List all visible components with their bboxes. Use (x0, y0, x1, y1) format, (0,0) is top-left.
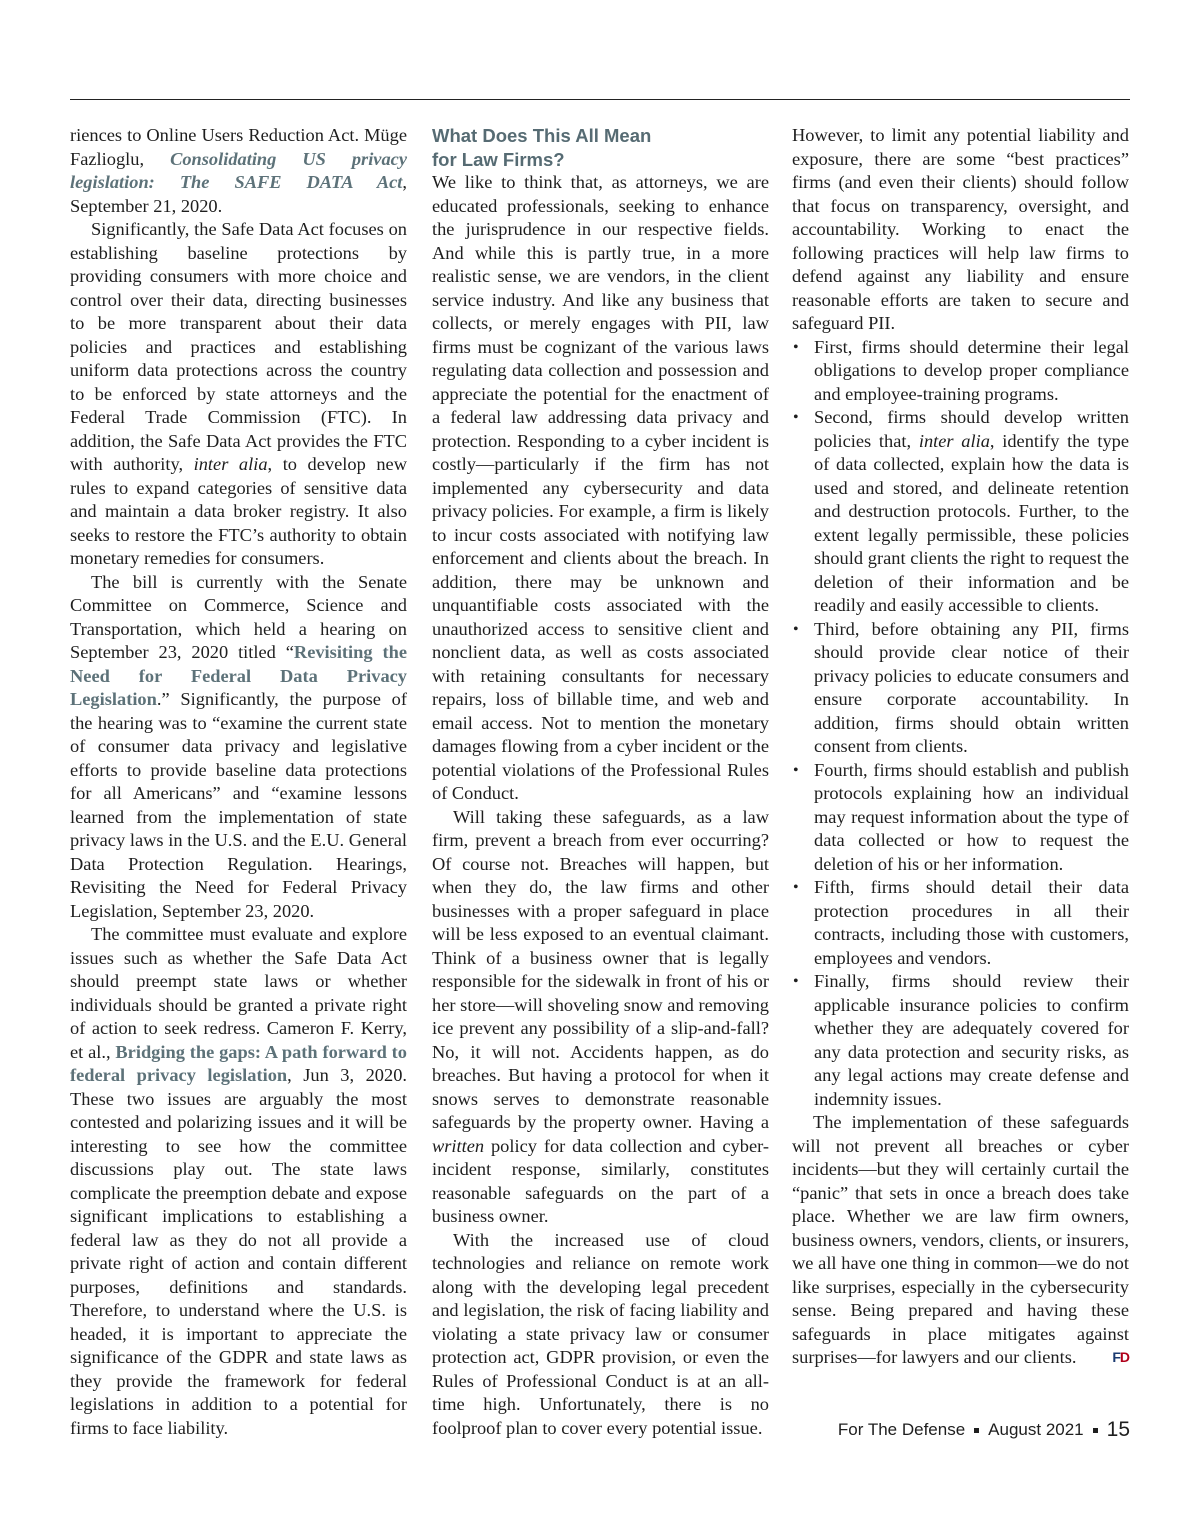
paragraph: We like to think that, as attorneys, we are educated professionals, seeking to enhance the jurisprudence in our respective fields. And while this is partly true, in a more realistic sense, we are vendors, in the client service industry. And like any business that collects, or merely engages with PII, law firms must be cognizant of the various laws regulating data collection and possession and appreciate the potential for the enactment of a federal law addressing data privacy and protection. Responding to a cyber incident is costly—particularly if the firm has not implemented any cybersecurity and data privacy policies. For example, a firm is likely to incur costs associated with notifying law enforcement and clients about the breach. In addition, there may be unknown and unquantifiable costs associated with the unauthorized access to sensitive client and nonclient data, as well as costs associated with retaining consultants for necessary repairs, loss of billable time, and web and email access. Not to mention the monetary damages flowing from a cyber incident or the potential violations of the Professional Rules of Conduct. (432, 172, 769, 803)
column-1 (70, 124, 407, 1440)
best-practices-list (792, 336, 1129, 1112)
list-item: • Finally, firms should review their applicable insurance policies to confirm whether they are adequately covered for any data protection and security risks, as any legal actions may create defense and indemnity issues. (792, 970, 1129, 1111)
section-heading: What Does This All Mean for Law Firms? (432, 125, 652, 170)
paragraph: The bill is currently with the Senate Committee on Commerce, Science and Transportation, which held a hearing on September 23, 2020 titled “Revisiting the Need for Federal Data Privacy Legislation.” Significantly, the purpose of the hearing was to “examine the current state of consumer data privacy and legislative efforts to provide baseline data protections for all Americans” and “examine lessons learned from the implementation of state privacy laws in the U.S. and the E.U. General Data Protection Regulation. Hearings, Revisiting the Need for Federal Privacy Legislation, September 23, 2020. (70, 571, 407, 921)
paragraph: Will taking these safeguards, as a law firm, prevent a breach from ever occurring? Of course not. Breaches will happen, but when they do, the law firms and other businesses with a proper safeguard in place will be less exposed to an eventual claimant. Think of a business owner that is legally responsible for the sidewalk in front of his or her store—will shoveling snow and removing ice prevent any possibility of a slip-and-fall? No, it will not. Accidents happen, as do breaches. But having a protocol for when it snows serves to demonstrate reasonable safeguards by the property owner. Having a written policy for data collection and cyber-incident response, similarly, constitutes reasonable safeguards on the part of a business owner. (432, 806, 769, 1226)
separator-square (1093, 1428, 1098, 1433)
paragraph: The committee must evaluate and explore issues such as whether the Safe Data Act should preempt state laws or whether individuals should be granted a private right of action to seek redress. Cameron F. Kerry, et al., Bridging the gaps: A path forward to federal privacy legislation, Jun 3, 2020. These two issues are arguably the most contested and polarizing issues and it will be interesting to see how the committee discussions play out. The state laws complicate the preemption debate and expose significant implications to establishing a federal law as they do not all provide a private right of action and contain different purposes, definitions and standards. Therefore, to understand where the U.S. is headed, it is important to appreciate the significance of the GDPR and state laws as they provide the framework for federal legislations in addition to a potential for firms to face liability. (70, 924, 407, 1438)
paragraph: With the increased use of cloud technologies and reliance on remote work along with the developing legal precedent and legislation, the risk of facing liability and violating a state privacy law or consumer protection act, GDPR provision, or even the Rules of Professional Conduct is at an all-time high. Unfortunately, there is no foolproof plan to cover every potential issue. (432, 1229, 769, 1438)
publication-name: For The Defense (837, 1420, 966, 1439)
page-footer (838, 1418, 1130, 1442)
separator-square (974, 1428, 979, 1433)
link-revisiting-the-need[interactable]: Revisiting the Need for Federal Data Privacy Legislation (70, 642, 407, 709)
link-bridging-the-gaps[interactable]: Bridging the gaps: A path forward to federal privacy legislation (70, 1041, 407, 1085)
paragraph: However, to limit any potential liability and exposure, there are some “best practices” firms (and even their clients) should follow that focus on transparency, oversight, and accountability. Working to enact the following practices will help law firms to defend against any liability and ensure reasonable efforts are taken to secure and safeguard PII. (792, 125, 1129, 333)
end-mark-logo: FD (1112, 1349, 1129, 1365)
column-3 (792, 124, 1129, 1370)
list-item: • First, firms should determine their legal obligations to develop proper compliance and employee-training programs. (792, 336, 1129, 407)
paragraph: Significantly, the Safe Data Act focuses on establishing baseline protections by providing consumers with more choice and control over their data, directing businesses to be more transparent about their data policies and practices and establishing uniform data protections across the country to be enforced by state attorneys and the Federal Trade Commission (FTC). In addition, the Safe Data Act provides the FTC with authority, inter alia, to develop new rules to expand categories of sensitive data and maintain a data broker registry. It also seeks to restore the FTC’s authority to obtain monetary remedies for consumers. (70, 219, 407, 568)
page-number: 15 (1106, 1418, 1130, 1441)
link-safe-data-act[interactable]: Consolidating US privacy legislation: The SAFE DATA Act (70, 148, 407, 192)
paragraph: The implementation of these safeguards will not prevent all breaches or cyber incidents—but they will certainly curtail the “panic” that sets in once a breach does take place. Whether we are law firm owners, business owners, vendors, clients, or insurers, we all have one thing in common—we do not like surprises, especially in the cybersecurity sense. Being prepared and having these safeguards in place mitigates against surprises—for lawyers and our clients. FD (792, 1111, 1129, 1370)
header-rule (70, 99, 1130, 100)
paragraph: riences to Online Users Reduction Act. Müge Fazlioglu, Consolidating US privacy legislation: The SAFE DATA Act, September 21, 2020. (70, 125, 407, 216)
issue-date: August 2021 (988, 1420, 1084, 1439)
column-2 (432, 124, 769, 1440)
list-item: • Fourth, firms should establish and publish protocols explaining how an individual may request information about the type of data collected or how to request the deletion of his or her information. (792, 759, 1129, 877)
list-item: • Fifth, firms should detail their data protection procedures in all their contracts, including those with customers, employees and vendors. (792, 876, 1129, 970)
list-item: • Third, before obtaining any PII, firms should provide clear notice of their privacy policies to educate consumers and ensure corporate accountability. In addition, firms should obtain written consent from clients. (792, 618, 1129, 759)
list-item: • Second, firms should develop written policies that, inter alia, identify the type of data collected, explain how the data is used and stored, and delineate retention and destruction protocols. Further, to the extent legally permissible, these policies should grant clients the right to request the deletion of their information and be readily and easily accessible to clients. (792, 406, 1129, 618)
